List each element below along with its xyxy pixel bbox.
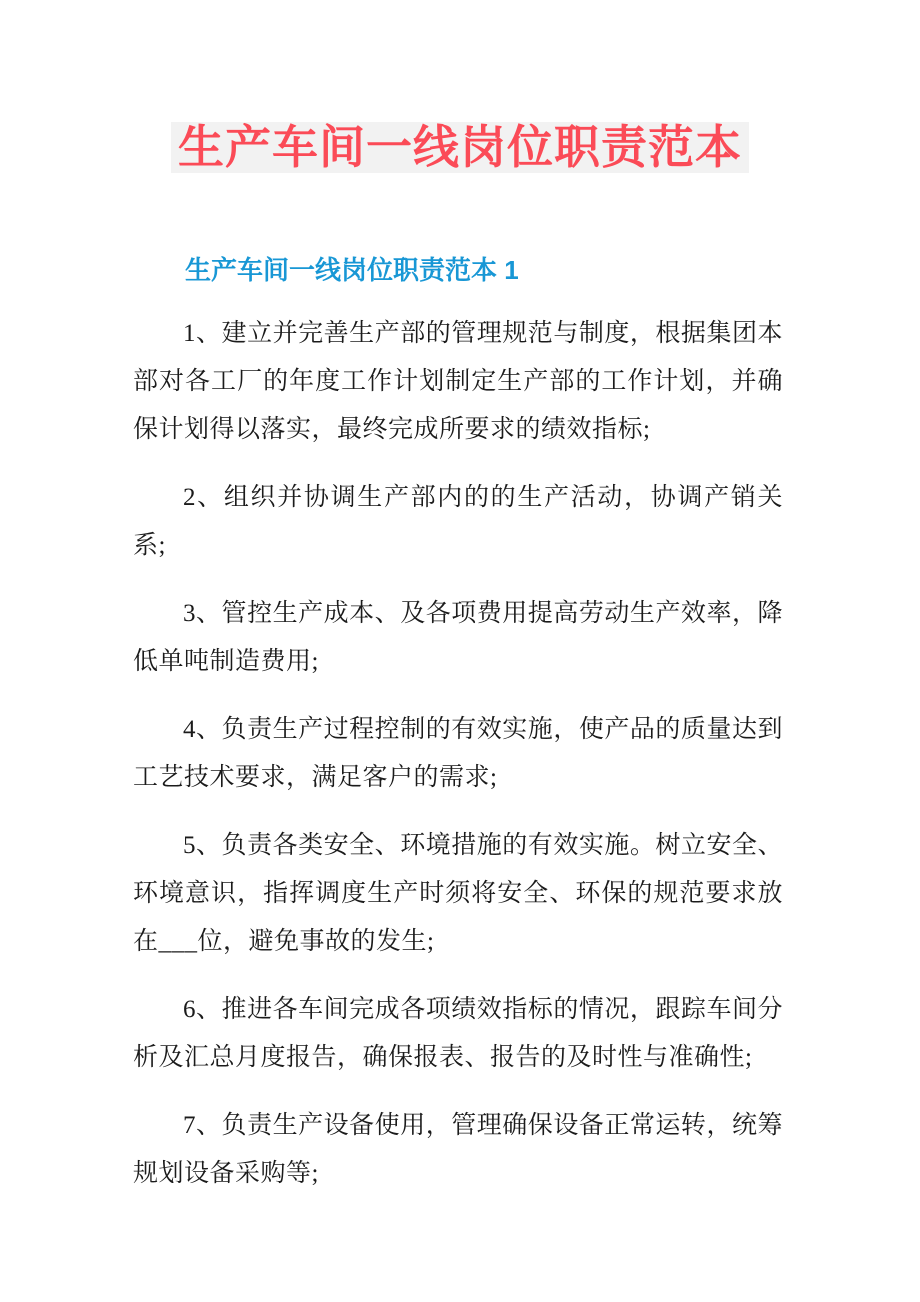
paragraph-5: 5、负责各类安全、环境措施的有效实施。树立安全、环境意识，指挥调度生产时须将安全、环保的规范要求放在___位，避免事故的发生;: [133, 832, 783, 955]
paragraph-1: 1、建立并完善生产部的管理规范与制度，根据集团本部对各工厂的年度工作计划制定生产部的工作计划，并确保计划得以落实，最终完成所要求的绩效指标;: [133, 320, 783, 443]
paragraph-2: 2、组织并协调生产部内的的生产活动，协调产销关系;: [133, 484, 783, 559]
paragraph-7: 7、负责生产设备使用，管理确保设备正常运转，统筹规划设备采购等;: [133, 1112, 783, 1187]
document-body: [133, 256, 783, 1198]
paragraph-4: 4、负责生产过程控制的有效实施，使产品的质量达到工艺技术要求，满足客户的需求;: [133, 716, 783, 791]
document-title: 生产车间一线岗位职责范本: [171, 122, 749, 173]
paragraph-6: 6、推进各车间完成各项绩效指标的情况，跟踪车间分析及汇总月度报告，确保报表、报告的及时性与准确性;: [133, 996, 783, 1071]
title-block: [0, 0, 920, 173]
section-heading: 生产车间一线岗位职责范本 1: [185, 255, 519, 285]
paragraph-3: 3、管控生产成本、及各项费用提高劳动生产效率，降低单吨制造费用;: [133, 600, 783, 675]
